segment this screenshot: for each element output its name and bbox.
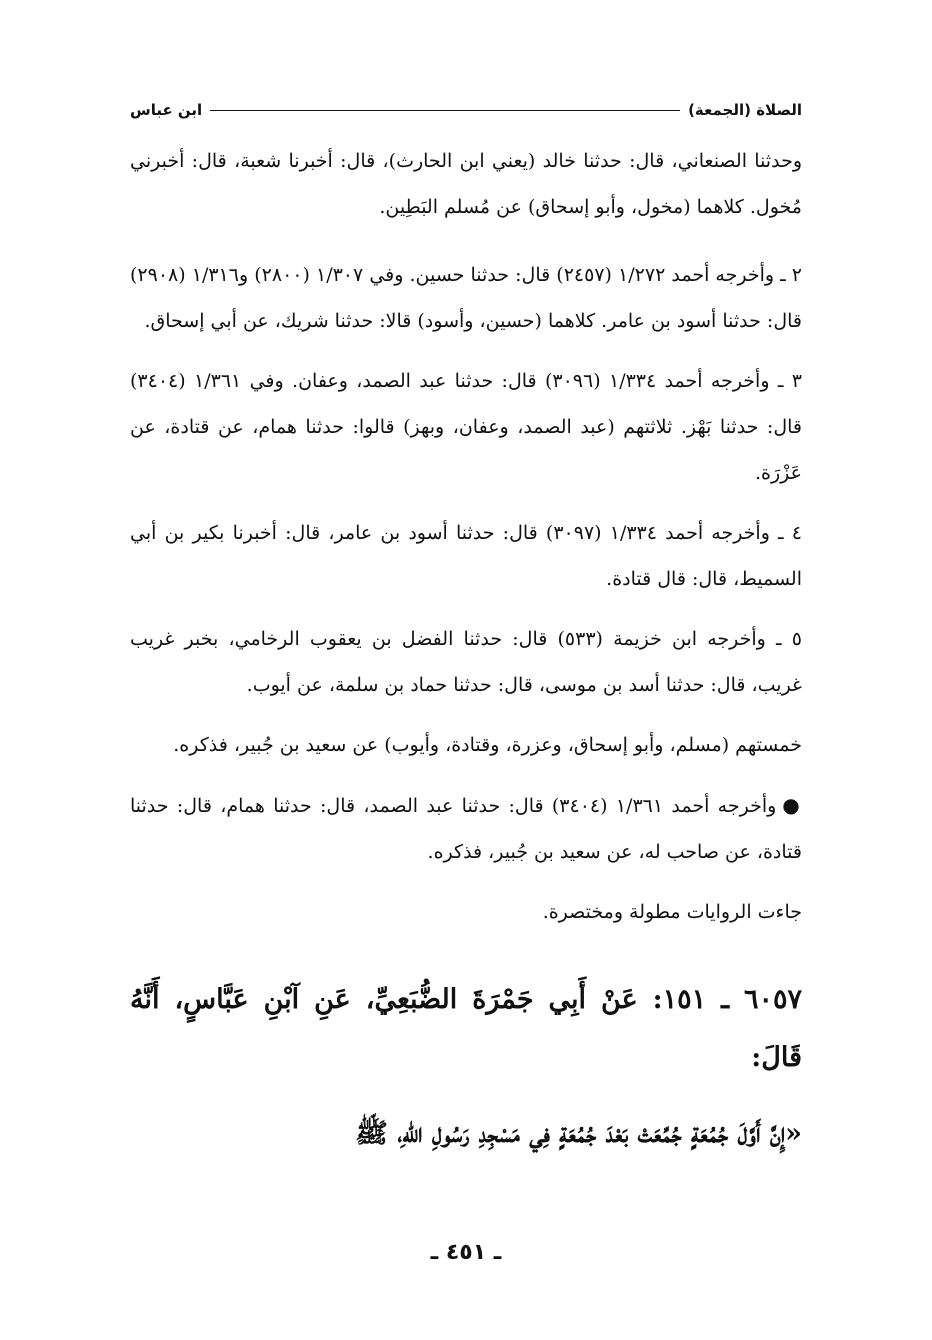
paragraph: خمستهم (مسلم، وأبو إسحاق، وعزرة، وقتادة، وأيوب) عن سعيد بن جُبير، فذكره.: [173, 734, 802, 756]
header-rule: [210, 110, 680, 111]
closing-note: جاءت الروايات مطولة ومختصرة.: [542, 901, 802, 923]
paragraph: ٢ ـ وأخرجه أحمد ١/٢٧٢ (٢٤٥٧) قال: حدثنا حسين. وفي ١/٣٠٧ (٢٨٠٠) و١/٣١٦ (٢٩٠٨) قال: حدثنا أسود بن عامر. كلاهما (حسين، وأسود) قالا: حدثنا شريك، عن أبي إسحاق.: [130, 264, 803, 332]
paragraph: وحدثنا الصنعاني، قال: حدثنا خالد (يعني ابن الحارث)، قال: أخبرنا شعبة، قال: أخبرني مُخول. كلاهما (مخول، وأبو إسحاق) عن مُسلم البَطِين.: [130, 150, 802, 218]
paragraph: ٥ ـ وأخرجه ابن خزيمة (٥٣٣) قال: حدثنا الفضل بن يعقوب الرخامي، بخبر غريب غريب، قال: حدثنا أسد بن موسى، قال: حدثنا حماد بن سلمة، عن أيوب.: [130, 628, 802, 696]
paragraph: ٣ ـ وأخرجه أحمد ١/٣٣٤ (٣٠٩٦) قال: حدثنا عبد الصمد، وعفان. وفي ١/٣٦١ (٣٤٠٤) قال: حدثنا بَهْز. ثلاثتهم (عبد الصمد، وعفان، وبهز) قالوا: حدثنا همام، عن قتادة، عن عَزْرَة.: [130, 370, 802, 484]
bullet-paragraph-text: وأخرجه أحمد ١/٣٦١ (٣٤٠٤) قال: حدثنا عبد الصمد، قال: حدثنا همام، قال: حدثنا قتادة، عن صاحب له، عن سعيد بن جُبير، فذكره.: [130, 795, 802, 863]
page-number: ـ ٤٥١ ـ: [430, 1240, 502, 1265]
bullet-icon: ●: [782, 793, 802, 817]
chapter-title: الصلاة (الجمعة): [688, 101, 802, 119]
page-body: [130, 138, 802, 1163]
section-title: ابن عباس: [130, 101, 203, 119]
hadith-heading: ٦٠٥٧ ـ ١٥١: عَنْ أَبِي جَمْرَةَ الضُّبَعِيِّ، عَنِ آبْنِ عَبَّاسٍ، أَنَّهُ قَالَ:: [130, 984, 802, 1073]
hadith-text: «إِنَّ أَوَّلَ جُمُعَةٍ جُمِّعَتْ بَعْدَ جُمُعَةٍ فِي مَسْجِدِ رَسُولِ اللّٰهِ، ﷺ: [355, 1118, 802, 1149]
paragraph: ٤ ـ وأخرجه أحمد ١/٣٣٤ (٣٠٩٧) قال: حدثنا أسود بن عامر، قال: أخبرنا بكير بن أبي السميط، قال: قال قتادة.: [130, 522, 802, 590]
running-header: [130, 98, 802, 122]
bullet-paragraph: [130, 782, 802, 875]
